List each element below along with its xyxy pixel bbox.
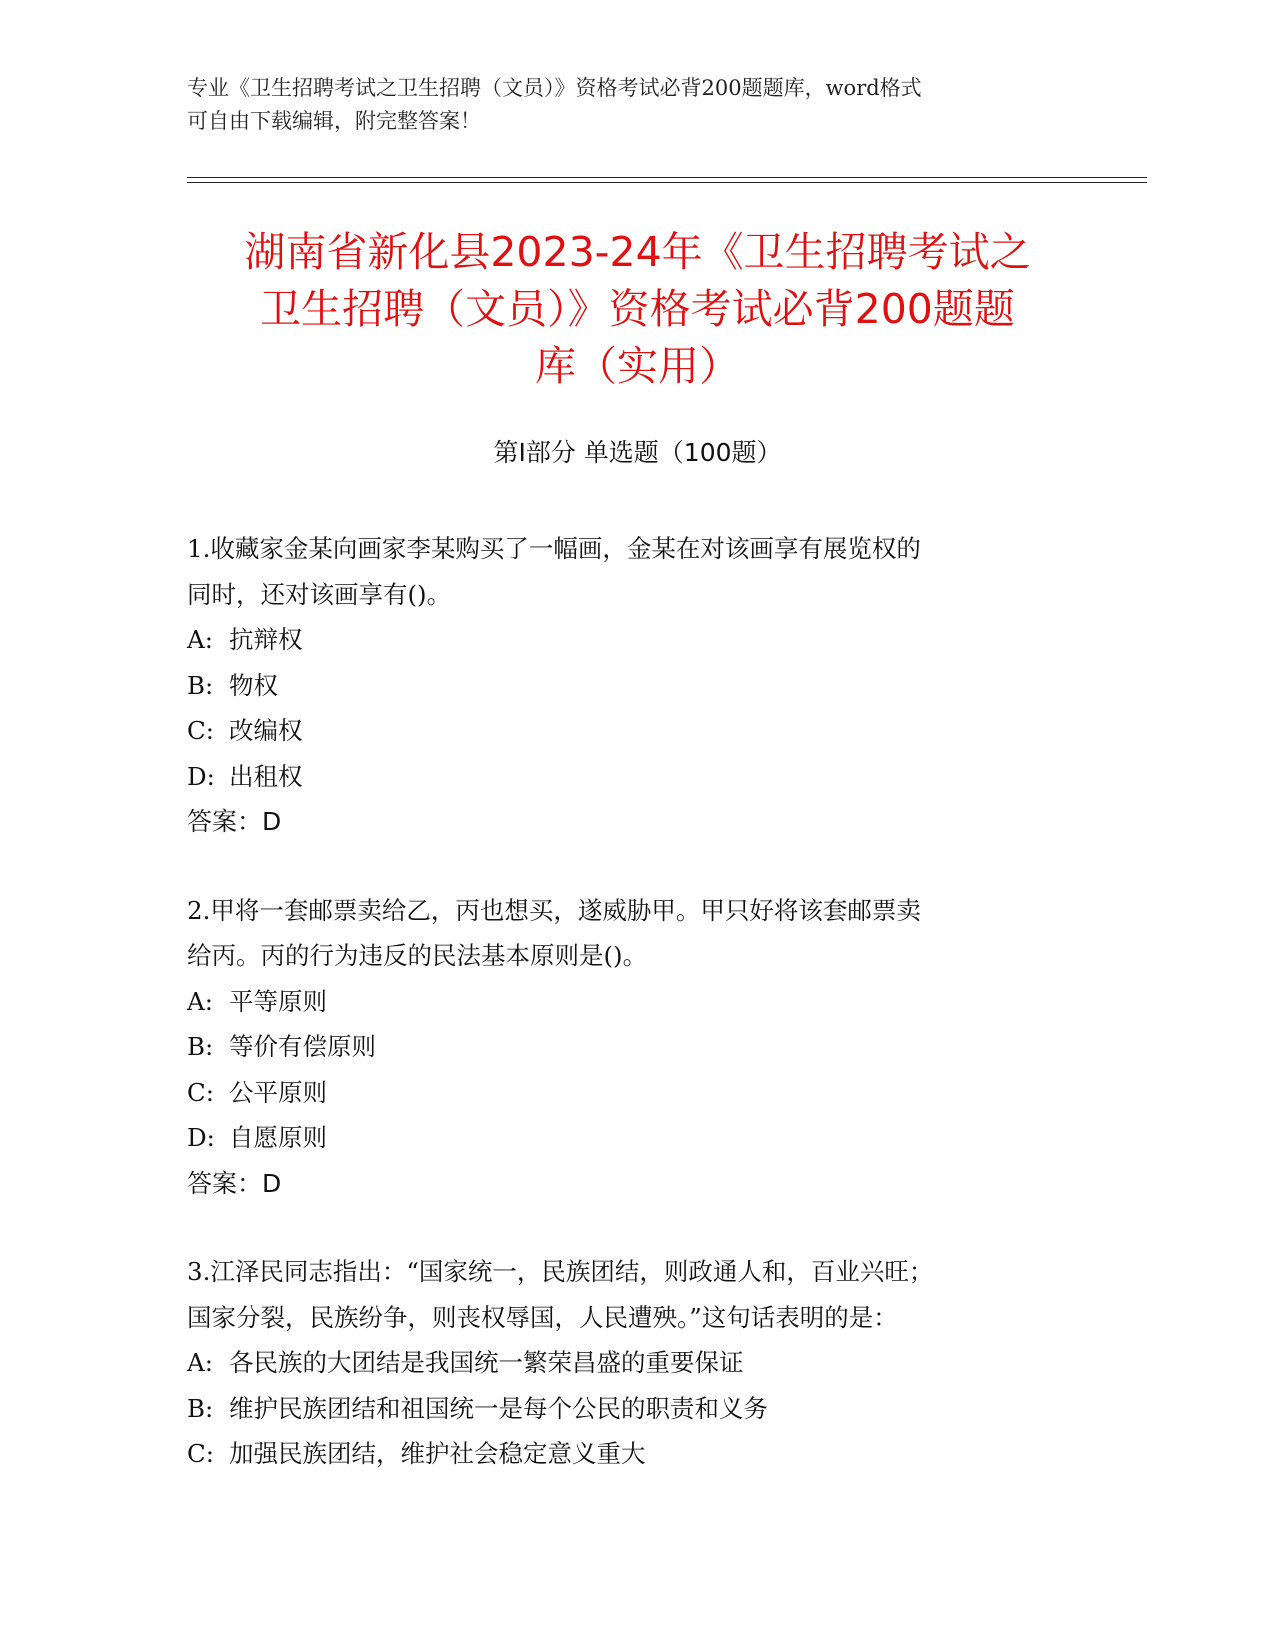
header-rule-bottom: [187, 182, 1147, 183]
option-letter: B:: [187, 1032, 214, 1061]
option-letter: B:: [187, 1393, 214, 1423]
answer-line: 答案：D: [187, 1168, 282, 1198]
option-d: [187, 1115, 1087, 1161]
header-rule-top: [187, 177, 1147, 178]
option-letter: D:: [187, 761, 215, 791]
option-c: [187, 1431, 1087, 1477]
section-title: 第Ⅰ部分 单选题（100题）: [493, 438, 782, 467]
option-text: 公平原则: [229, 1077, 327, 1107]
question-1: [187, 526, 1087, 845]
question-stem: [187, 888, 1087, 979]
question-stem: [187, 1249, 1087, 1340]
option-text: 加强民族团结，维护社会稳定意义重大: [229, 1439, 646, 1468]
question-stem-line: 同时，还对该画享有()。: [187, 579, 452, 609]
option-text: 出租权: [229, 761, 303, 791]
question-stem-line: 国家分裂，民族纷争，则丧权辱国，人民遭殃。”这句话表明的是：: [187, 1302, 898, 1332]
option-b: [187, 1024, 1087, 1070]
option-b: [187, 1386, 1087, 1432]
question-stem-line: 1.收藏家金某向画家李某购买了一幅画，金某在对该画享有展览权的: [187, 534, 921, 563]
question-2: [187, 888, 1087, 1207]
question-3: [187, 1249, 1087, 1477]
option-letter: C:: [187, 1077, 215, 1107]
question-stem: [187, 526, 1087, 617]
option-a: [187, 617, 1087, 663]
option-letter: A:: [187, 625, 213, 654]
option-a: [187, 979, 1087, 1025]
header-note-line-2: 可自由下载编辑，附完整答案！: [187, 109, 481, 133]
option-text: 改编权: [229, 716, 303, 745]
option-a: [187, 1340, 1087, 1386]
option-letter: A:: [187, 986, 213, 1016]
answer-line: 答案：D: [187, 807, 282, 836]
document-title-line-2: 卫生招聘（文员）》资格考试必背200题题: [260, 285, 1015, 333]
option-letter: B:: [187, 670, 214, 700]
option-c: [187, 708, 1087, 754]
option-b: [187, 663, 1087, 709]
document-title-line-3: 库（实用）: [535, 342, 740, 390]
option-text: 抗辩权: [229, 625, 303, 654]
question-stem-line: 3.江泽民同志指出：“国家统一，民族团结，则政通人和，百业兴旺；: [187, 1257, 934, 1286]
option-text: 维护民族团结和祖国统一是每个公民的职责和义务: [229, 1393, 768, 1423]
document-title-line-1: 湖南省新化县2023-24年《卫生招聘考试之: [244, 228, 1031, 276]
option-c: [187, 1070, 1087, 1116]
option-text: 物权: [229, 670, 278, 700]
option-letter: C:: [187, 1439, 215, 1468]
document-title: [150, 224, 1125, 395]
question-stem-line: 给丙。丙的行为违反的民法基本原则是()。: [187, 941, 648, 970]
option-letter: A:: [187, 1348, 213, 1377]
question-list: [187, 526, 1087, 1520]
option-text: 平等原则: [229, 986, 327, 1016]
option-text: 自愿原则: [229, 1123, 327, 1152]
header-note: [187, 72, 1067, 138]
option-text: 等价有偿原则: [229, 1032, 376, 1061]
option-text: 各民族的大团结是我国统一繁荣昌盛的重要保证: [229, 1348, 744, 1377]
header-note-line-1: 专业《卫生招聘考试之卫生招聘（文员）》资格考试必背200题题库，word格式: [187, 76, 922, 100]
question-stem-line: 2.甲将一套邮票卖给乙，丙也想买，遂威胁甲。甲只好将该套邮票卖: [187, 895, 921, 925]
option-d: [187, 754, 1087, 800]
option-letter: D:: [187, 1123, 215, 1152]
option-letter: C:: [187, 716, 215, 745]
